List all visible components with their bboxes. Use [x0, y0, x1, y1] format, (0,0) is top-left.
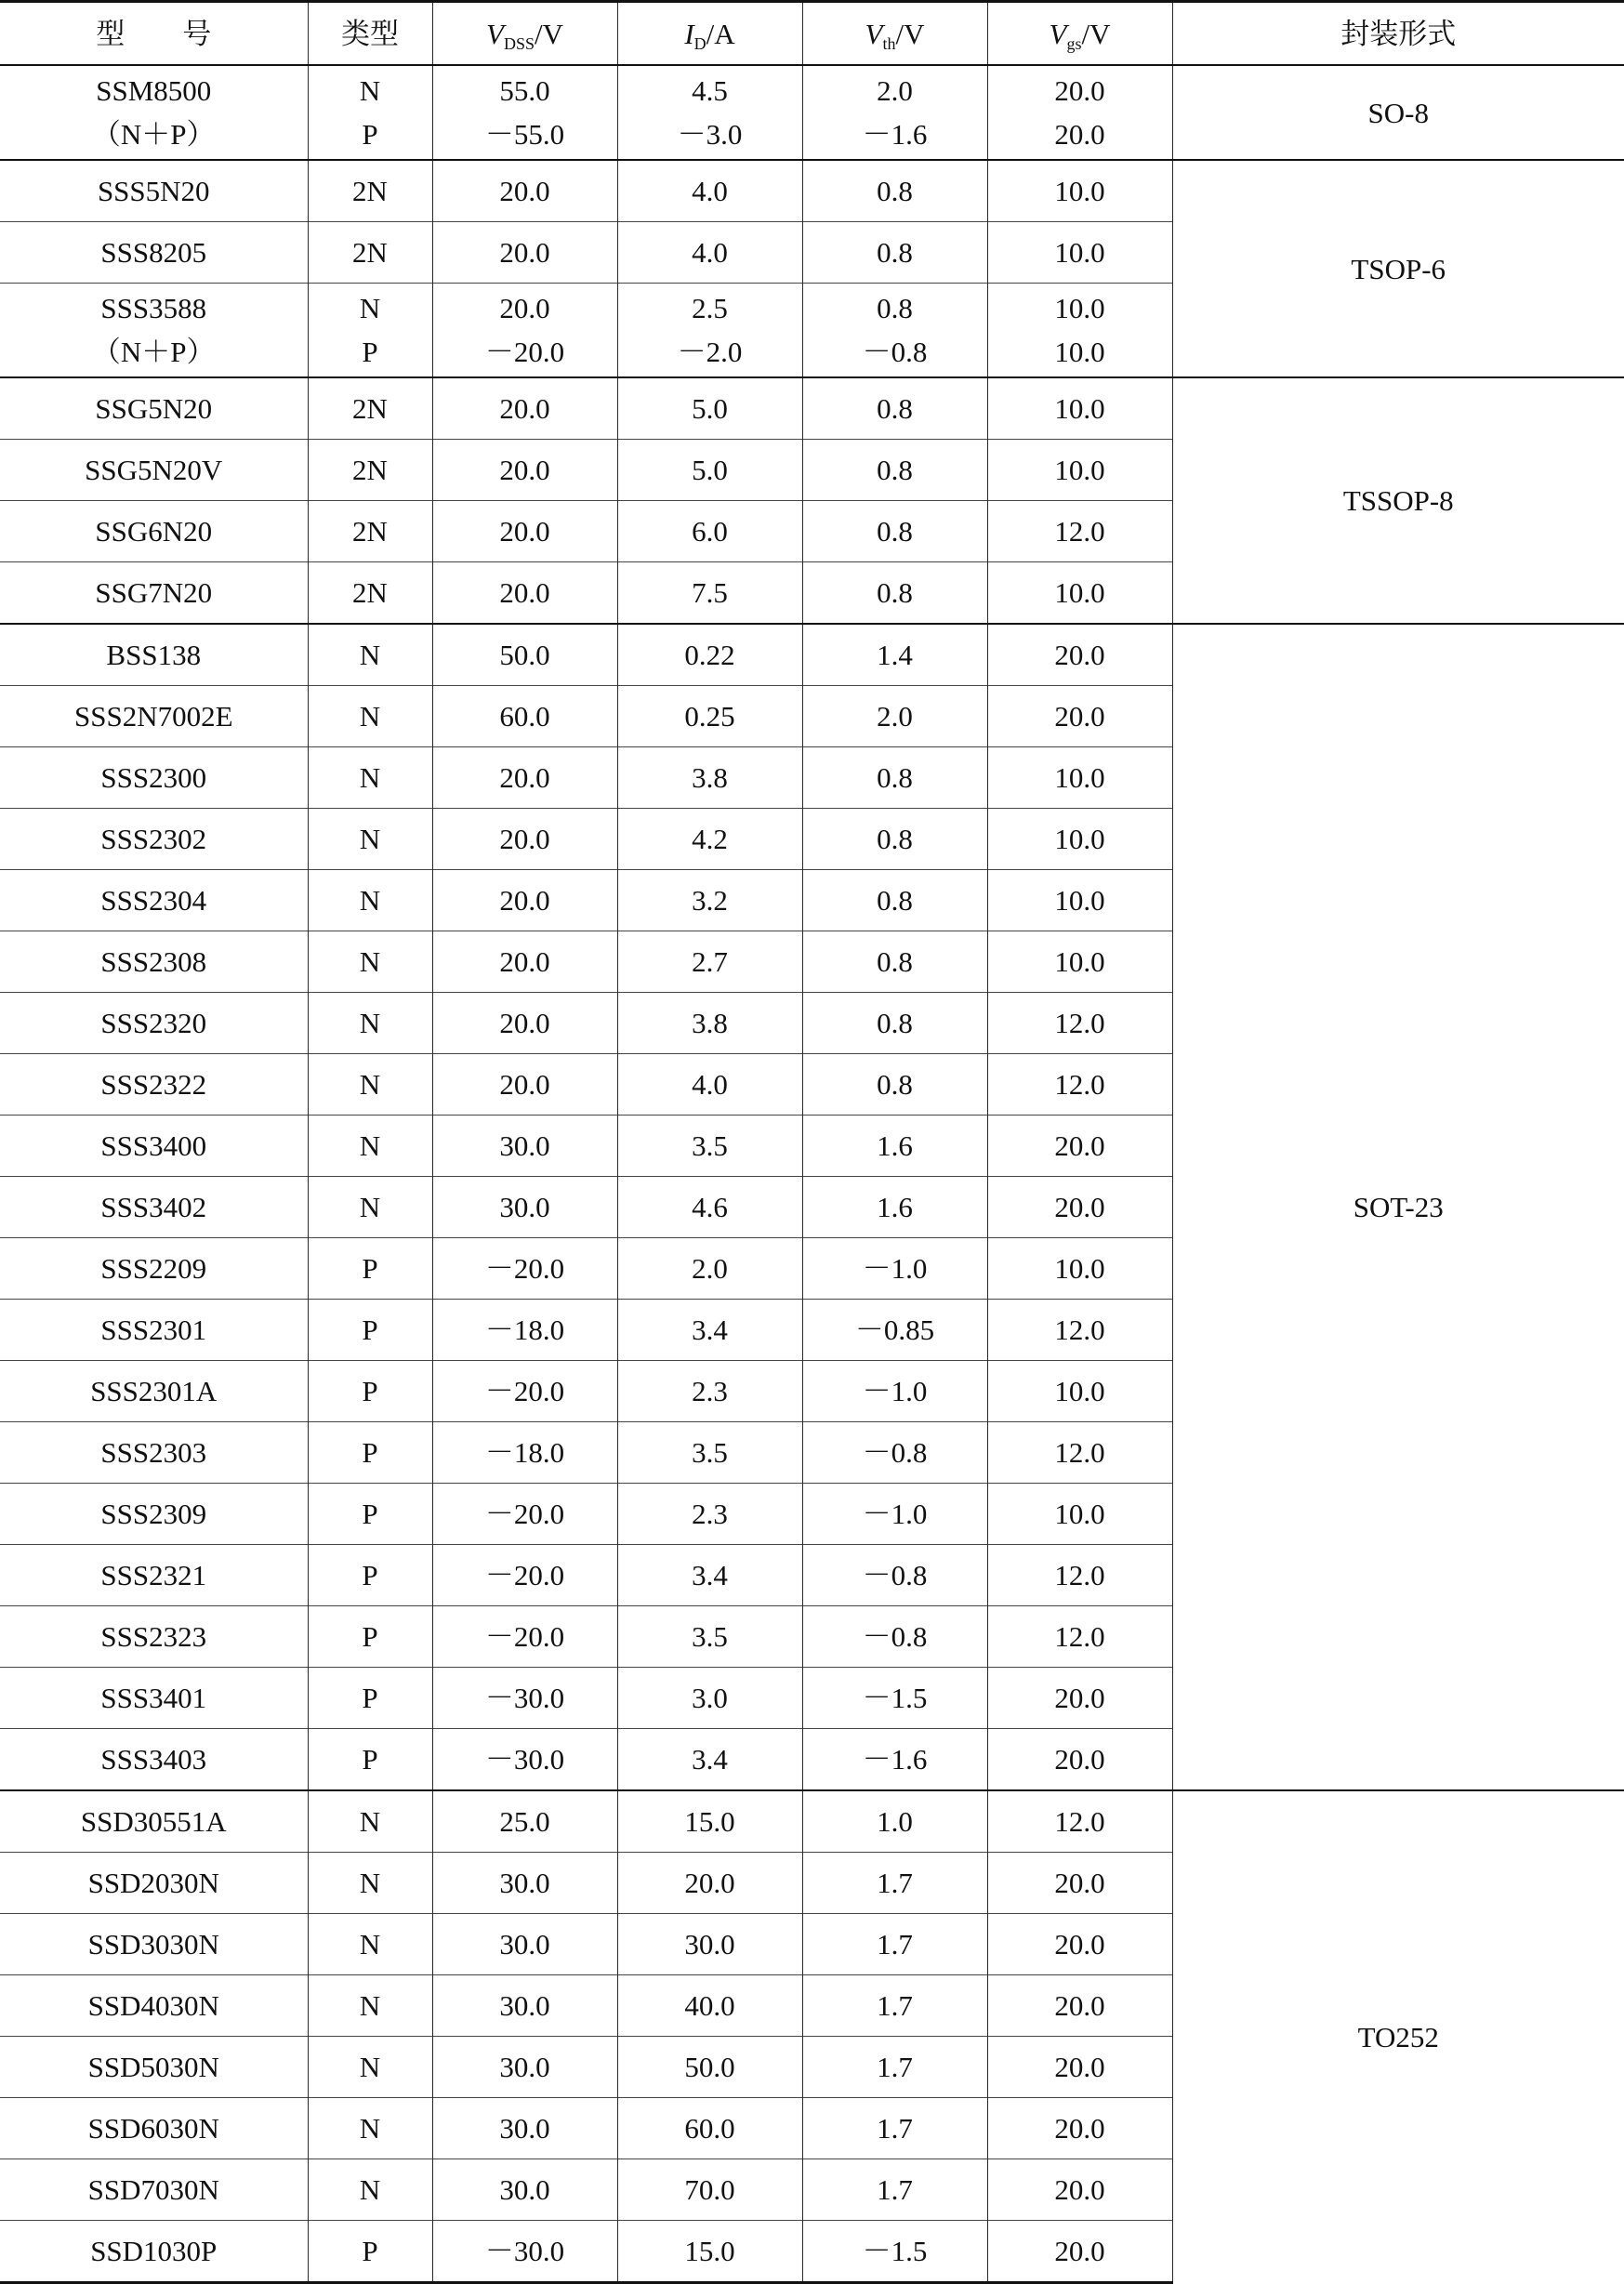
cell-vgs: 20.0 [987, 1729, 1172, 1791]
cell-vdss: 30.0 [432, 2098, 617, 2159]
cell-model: SSS2301A [0, 1361, 308, 1422]
cell-model: BSS138 [0, 624, 308, 686]
cell-vth: 0.8 [802, 809, 987, 870]
cell-type: P [308, 1606, 432, 1668]
cell-vgs-line: 20.0 [1054, 74, 1105, 107]
cell-type: N [308, 686, 432, 747]
header-vgs-unit: /V [1081, 17, 1111, 50]
cell-vdss: －20.0 [432, 1606, 617, 1668]
cell-vth-line: 0.8 [877, 292, 913, 324]
cell-vdss: 25.0 [432, 1790, 617, 1853]
table-row [0, 65, 1624, 160]
header-vgs-symbol: V [1049, 17, 1067, 50]
cell-vgs: 20.0 [987, 1975, 1172, 2037]
cell-vgs: 10.0 [987, 870, 1172, 931]
cell-type: P [308, 1238, 432, 1300]
cell-type: N [308, 1790, 432, 1853]
cell-vth: －1.0 [802, 1238, 987, 1300]
cell-type [308, 65, 432, 160]
cell-type-line: N [359, 74, 381, 107]
cell-id: 4.6 [617, 1177, 802, 1238]
cell-vth-line: 2.0 [877, 74, 913, 107]
cell-id-line: －2.0 [677, 336, 743, 368]
cell-vdss: 30.0 [432, 1853, 617, 1914]
cell-type: N [308, 1054, 432, 1116]
cell-type: 2N [308, 377, 432, 440]
cell-id [617, 284, 802, 378]
cell-vgs-line: 20.0 [1054, 118, 1105, 151]
cell-vth: 0.8 [802, 931, 987, 993]
header-vgs [987, 2, 1172, 66]
cell-id: 3.5 [617, 1606, 802, 1668]
cell-vgs: 10.0 [987, 562, 1172, 625]
cell-model: SSG5N20 [0, 377, 308, 440]
cell-type: P [308, 2221, 432, 2283]
table-body [0, 65, 1624, 2283]
cell-vdss: 20.0 [432, 160, 617, 222]
cell-model-line: SSM8500 [96, 74, 212, 107]
cell-model: SSS2209 [0, 1238, 308, 1300]
header-vgs-subscript: gs [1066, 33, 1082, 53]
cell-vdss: 50.0 [432, 624, 617, 686]
cell-vth: －1.6 [802, 1729, 987, 1791]
cell-type: P [308, 1545, 432, 1606]
cell-vgs: 20.0 [987, 2037, 1172, 2098]
cell-id: 15.0 [617, 2221, 802, 2283]
cell-vth-line: －1.6 [862, 118, 928, 151]
cell-id: 0.22 [617, 624, 802, 686]
cell-vth: 0.8 [802, 993, 987, 1054]
cell-type-line: P [362, 118, 378, 151]
cell-vdss: 20.0 [432, 747, 617, 809]
cell-vth: －0.8 [802, 1422, 987, 1484]
cell-vdss: －18.0 [432, 1422, 617, 1484]
cell-package: SO-8 [1172, 65, 1624, 160]
cell-vth [802, 65, 987, 160]
cell-id: 3.4 [617, 1300, 802, 1361]
cell-model-line: （N＋P） [91, 118, 216, 151]
cell-vgs [987, 65, 1172, 160]
cell-vgs: 20.0 [987, 2221, 1172, 2283]
cell-type: N [308, 1853, 432, 1914]
cell-id: 2.7 [617, 931, 802, 993]
cell-id: 5.0 [617, 377, 802, 440]
cell-id-line: 2.5 [692, 292, 728, 324]
cell-vgs: 12.0 [987, 1300, 1172, 1361]
cell-vgs: 12.0 [987, 501, 1172, 562]
cell-vdss: －18.0 [432, 1300, 617, 1361]
cell-vgs: 20.0 [987, 1853, 1172, 1914]
cell-model: SSD2030N [0, 1853, 308, 1914]
cell-vdss: 20.0 [432, 562, 617, 625]
cell-id: 20.0 [617, 1853, 802, 1914]
cell-id: 0.25 [617, 686, 802, 747]
cell-vth: 1.4 [802, 624, 987, 686]
cell-id: 4.2 [617, 809, 802, 870]
cell-model: SSS2303 [0, 1422, 308, 1484]
cell-model: SSG7N20 [0, 562, 308, 625]
cell-vgs: 12.0 [987, 1545, 1172, 1606]
cell-vdss: 60.0 [432, 686, 617, 747]
cell-vdss: 20.0 [432, 440, 617, 501]
cell-vth: －1.0 [802, 1361, 987, 1422]
header-vth [802, 2, 987, 66]
cell-type: N [308, 1975, 432, 2037]
cell-id-line: －3.0 [677, 118, 743, 151]
cell-vgs-line: 10.0 [1054, 292, 1105, 324]
header-row [0, 2, 1624, 66]
cell-vth: 1.7 [802, 1853, 987, 1914]
cell-vth: 0.8 [802, 440, 987, 501]
cell-vdss-line: 55.0 [499, 74, 550, 107]
cell-package: SOT-23 [1172, 624, 1624, 1790]
cell-type: P [308, 1300, 432, 1361]
cell-vgs: 20.0 [987, 2159, 1172, 2221]
cell-type: N [308, 1116, 432, 1177]
cell-id: 3.2 [617, 870, 802, 931]
cell-model: SSS8205 [0, 222, 308, 284]
cell-model: SSS5N20 [0, 160, 308, 222]
cell-type: P [308, 1484, 432, 1545]
cell-type: N [308, 624, 432, 686]
cell-vdss: 30.0 [432, 1914, 617, 1975]
cell-vdss: 20.0 [432, 222, 617, 284]
cell-id: 60.0 [617, 2098, 802, 2159]
cell-vth: 1.7 [802, 2098, 987, 2159]
cell-vgs: 12.0 [987, 993, 1172, 1054]
cell-model: SSS3403 [0, 1729, 308, 1791]
cell-model: SSD4030N [0, 1975, 308, 2037]
cell-vgs: 12.0 [987, 1422, 1172, 1484]
cell-vth [802, 284, 987, 378]
header-vdss-unit: /V [534, 17, 563, 50]
cell-vdss: 20.0 [432, 377, 617, 440]
header-vth-unit: /V [895, 17, 925, 50]
cell-vdss-line: －55.0 [484, 118, 565, 151]
cell-vth-line: －0.8 [862, 336, 928, 368]
cell-model: SSS2320 [0, 993, 308, 1054]
cell-id: 5.0 [617, 440, 802, 501]
cell-type: N [308, 747, 432, 809]
cell-model: SSS2309 [0, 1484, 308, 1545]
cell-vth: 1.7 [802, 1975, 987, 2037]
cell-type: N [308, 931, 432, 993]
cell-id: 15.0 [617, 1790, 802, 1853]
header-package: 封装形式 [1172, 2, 1624, 66]
cell-package: TSOP-6 [1172, 160, 1624, 377]
header-id-symbol: I [684, 17, 694, 50]
cell-vgs: 10.0 [987, 931, 1172, 993]
cell-id: 40.0 [617, 1975, 802, 2037]
cell-id: 50.0 [617, 2037, 802, 2098]
cell-id: 2.3 [617, 1484, 802, 1545]
cell-vdss: －20.0 [432, 1545, 617, 1606]
cell-vdss: 30.0 [432, 1116, 617, 1177]
cell-vth: －1.0 [802, 1484, 987, 1545]
cell-vdss [432, 65, 617, 160]
cell-type: N [308, 2098, 432, 2159]
cell-id: 3.0 [617, 1668, 802, 1729]
table-row [0, 624, 1624, 686]
cell-vth: 1.6 [802, 1177, 987, 1238]
cell-type: P [308, 1361, 432, 1422]
cell-vdss: 30.0 [432, 1177, 617, 1238]
cell-model [0, 65, 308, 160]
cell-model: SSS2323 [0, 1606, 308, 1668]
cell-model: SSS2N7002E [0, 686, 308, 747]
cell-vdss: 20.0 [432, 809, 617, 870]
cell-vgs [987, 284, 1172, 378]
cell-vth: 0.8 [802, 377, 987, 440]
cell-vth: 0.8 [802, 501, 987, 562]
cell-model-line: SSS3588 [100, 292, 207, 324]
cell-vth: 0.8 [802, 870, 987, 931]
header-vth-subscript: th [882, 33, 896, 53]
cell-model: SSS2300 [0, 747, 308, 809]
cell-model: SSD30551A [0, 1790, 308, 1853]
cell-vdss: 20.0 [432, 1054, 617, 1116]
cell-model: SSS2308 [0, 931, 308, 993]
cell-type: P [308, 1729, 432, 1791]
cell-model: SSD5030N [0, 2037, 308, 2098]
header-type: 类型 [308, 2, 432, 66]
cell-vdss-line: －20.0 [484, 336, 565, 368]
cell-vth: 0.8 [802, 222, 987, 284]
header-vth-symbol: V [865, 17, 883, 50]
cell-vgs: 10.0 [987, 222, 1172, 284]
cell-type: 2N [308, 440, 432, 501]
header-vdss-subscript: DSS [503, 33, 535, 53]
cell-id: 4.0 [617, 1054, 802, 1116]
cell-type: N [308, 870, 432, 931]
cell-vdss: 20.0 [432, 870, 617, 931]
header-vdss [432, 2, 617, 66]
cell-type: 2N [308, 160, 432, 222]
cell-id: 4.0 [617, 160, 802, 222]
cell-vgs: 10.0 [987, 747, 1172, 809]
table-row [0, 160, 1624, 222]
cell-vdss: 20.0 [432, 931, 617, 993]
cell-vgs: 20.0 [987, 686, 1172, 747]
cell-vgs: 10.0 [987, 1238, 1172, 1300]
cell-vdss: －30.0 [432, 1729, 617, 1791]
cell-vgs: 10.0 [987, 160, 1172, 222]
cell-model: SSG5N20V [0, 440, 308, 501]
cell-vth: 1.7 [802, 2037, 987, 2098]
cell-vgs: 20.0 [987, 1116, 1172, 1177]
cell-vgs: 10.0 [987, 1484, 1172, 1545]
cell-vth: 0.8 [802, 1054, 987, 1116]
cell-vdss: －20.0 [432, 1361, 617, 1422]
cell-vgs: 12.0 [987, 1606, 1172, 1668]
cell-model: SSS2322 [0, 1054, 308, 1116]
cell-model-line: （N＋P） [91, 336, 216, 368]
cell-vth: 0.8 [802, 160, 987, 222]
cell-vgs: 20.0 [987, 624, 1172, 686]
cell-vdss-line: 20.0 [499, 292, 550, 324]
cell-id: 3.5 [617, 1116, 802, 1177]
cell-vgs: 10.0 [987, 1361, 1172, 1422]
cell-type: N [308, 2159, 432, 2221]
cell-vgs-line: 10.0 [1054, 336, 1105, 368]
cell-type: 2N [308, 222, 432, 284]
cell-model: SSD6030N [0, 2098, 308, 2159]
cell-vdss [432, 284, 617, 378]
cell-type: P [308, 1422, 432, 1484]
header-id [617, 2, 802, 66]
cell-model: SSS2302 [0, 809, 308, 870]
cell-id: 4.0 [617, 222, 802, 284]
cell-vdss: 30.0 [432, 2037, 617, 2098]
cell-type: N [308, 1914, 432, 1975]
cell-vth: 1.0 [802, 1790, 987, 1853]
cell-vdss: 30.0 [432, 2159, 617, 2221]
cell-vdss: 30.0 [432, 1975, 617, 2037]
cell-id: 30.0 [617, 1914, 802, 1975]
table-row [0, 377, 1624, 440]
cell-id: 3.8 [617, 747, 802, 809]
cell-vgs: 20.0 [987, 1914, 1172, 1975]
header-model: 型 号 [0, 2, 308, 66]
cell-type: N [308, 809, 432, 870]
cell-type: N [308, 993, 432, 1054]
cell-model: SSD3030N [0, 1914, 308, 1975]
cell-id: 3.4 [617, 1729, 802, 1791]
cell-vdss: 20.0 [432, 501, 617, 562]
cell-model: SSS3400 [0, 1116, 308, 1177]
cell-type: N [308, 2037, 432, 2098]
cell-id: 6.0 [617, 501, 802, 562]
cell-vth: 2.0 [802, 686, 987, 747]
cell-vgs: 12.0 [987, 1054, 1172, 1116]
cell-vgs: 12.0 [987, 1790, 1172, 1853]
cell-vgs: 10.0 [987, 377, 1172, 440]
cell-type [308, 284, 432, 378]
cell-vth: 0.8 [802, 747, 987, 809]
cell-model: SSS3401 [0, 1668, 308, 1729]
header-id-unit: /A [706, 17, 735, 50]
cell-model: SSS2301 [0, 1300, 308, 1361]
cell-vth: 0.8 [802, 562, 987, 625]
cell-vgs: 10.0 [987, 440, 1172, 501]
cell-model: SSD1030P [0, 2221, 308, 2283]
cell-model: SSS3402 [0, 1177, 308, 1238]
cell-vdss: －20.0 [432, 1238, 617, 1300]
cell-id: 3.8 [617, 993, 802, 1054]
cell-vth: －0.8 [802, 1545, 987, 1606]
cell-id-line: 4.5 [692, 74, 728, 107]
cell-vth: －1.5 [802, 2221, 987, 2283]
cell-vgs: 20.0 [987, 2098, 1172, 2159]
cell-model: SSG6N20 [0, 501, 308, 562]
cell-id: 3.4 [617, 1545, 802, 1606]
cell-package: TSSOP-8 [1172, 377, 1624, 624]
cell-id: 7.5 [617, 562, 802, 625]
cell-type: P [308, 1668, 432, 1729]
cell-type-line: P [362, 336, 378, 368]
cell-type: N [308, 1177, 432, 1238]
cell-vth: 1.6 [802, 1116, 987, 1177]
cell-id: 3.5 [617, 1422, 802, 1484]
cell-package: TO252 [1172, 1790, 1624, 2283]
table-row [0, 1790, 1624, 1853]
cell-id: 2.0 [617, 1238, 802, 1300]
cell-vdss: 20.0 [432, 993, 617, 1054]
cell-vth: 1.7 [802, 1914, 987, 1975]
cell-vgs: 20.0 [987, 1668, 1172, 1729]
header-vdss-symbol: V [486, 17, 504, 50]
cell-vth: －0.85 [802, 1300, 987, 1361]
cell-vth: 1.7 [802, 2159, 987, 2221]
cell-type-line: N [359, 292, 381, 324]
cell-model [0, 284, 308, 378]
cell-id: 70.0 [617, 2159, 802, 2221]
cell-id: 2.3 [617, 1361, 802, 1422]
cell-vdss: －20.0 [432, 1484, 617, 1545]
cell-vgs: 10.0 [987, 809, 1172, 870]
cell-vgs: 20.0 [987, 1177, 1172, 1238]
cell-type: 2N [308, 501, 432, 562]
cell-id [617, 65, 802, 160]
cell-model: SSS2304 [0, 870, 308, 931]
cell-model: SSD7030N [0, 2159, 308, 2221]
cell-vth: －1.5 [802, 1668, 987, 1729]
cell-type: 2N [308, 562, 432, 625]
cell-vdss: －30.0 [432, 2221, 617, 2283]
cell-model: SSS2321 [0, 1545, 308, 1606]
cell-vth: －0.8 [802, 1606, 987, 1668]
header-id-subscript: D [693, 33, 706, 53]
cell-vdss: －30.0 [432, 1668, 617, 1729]
